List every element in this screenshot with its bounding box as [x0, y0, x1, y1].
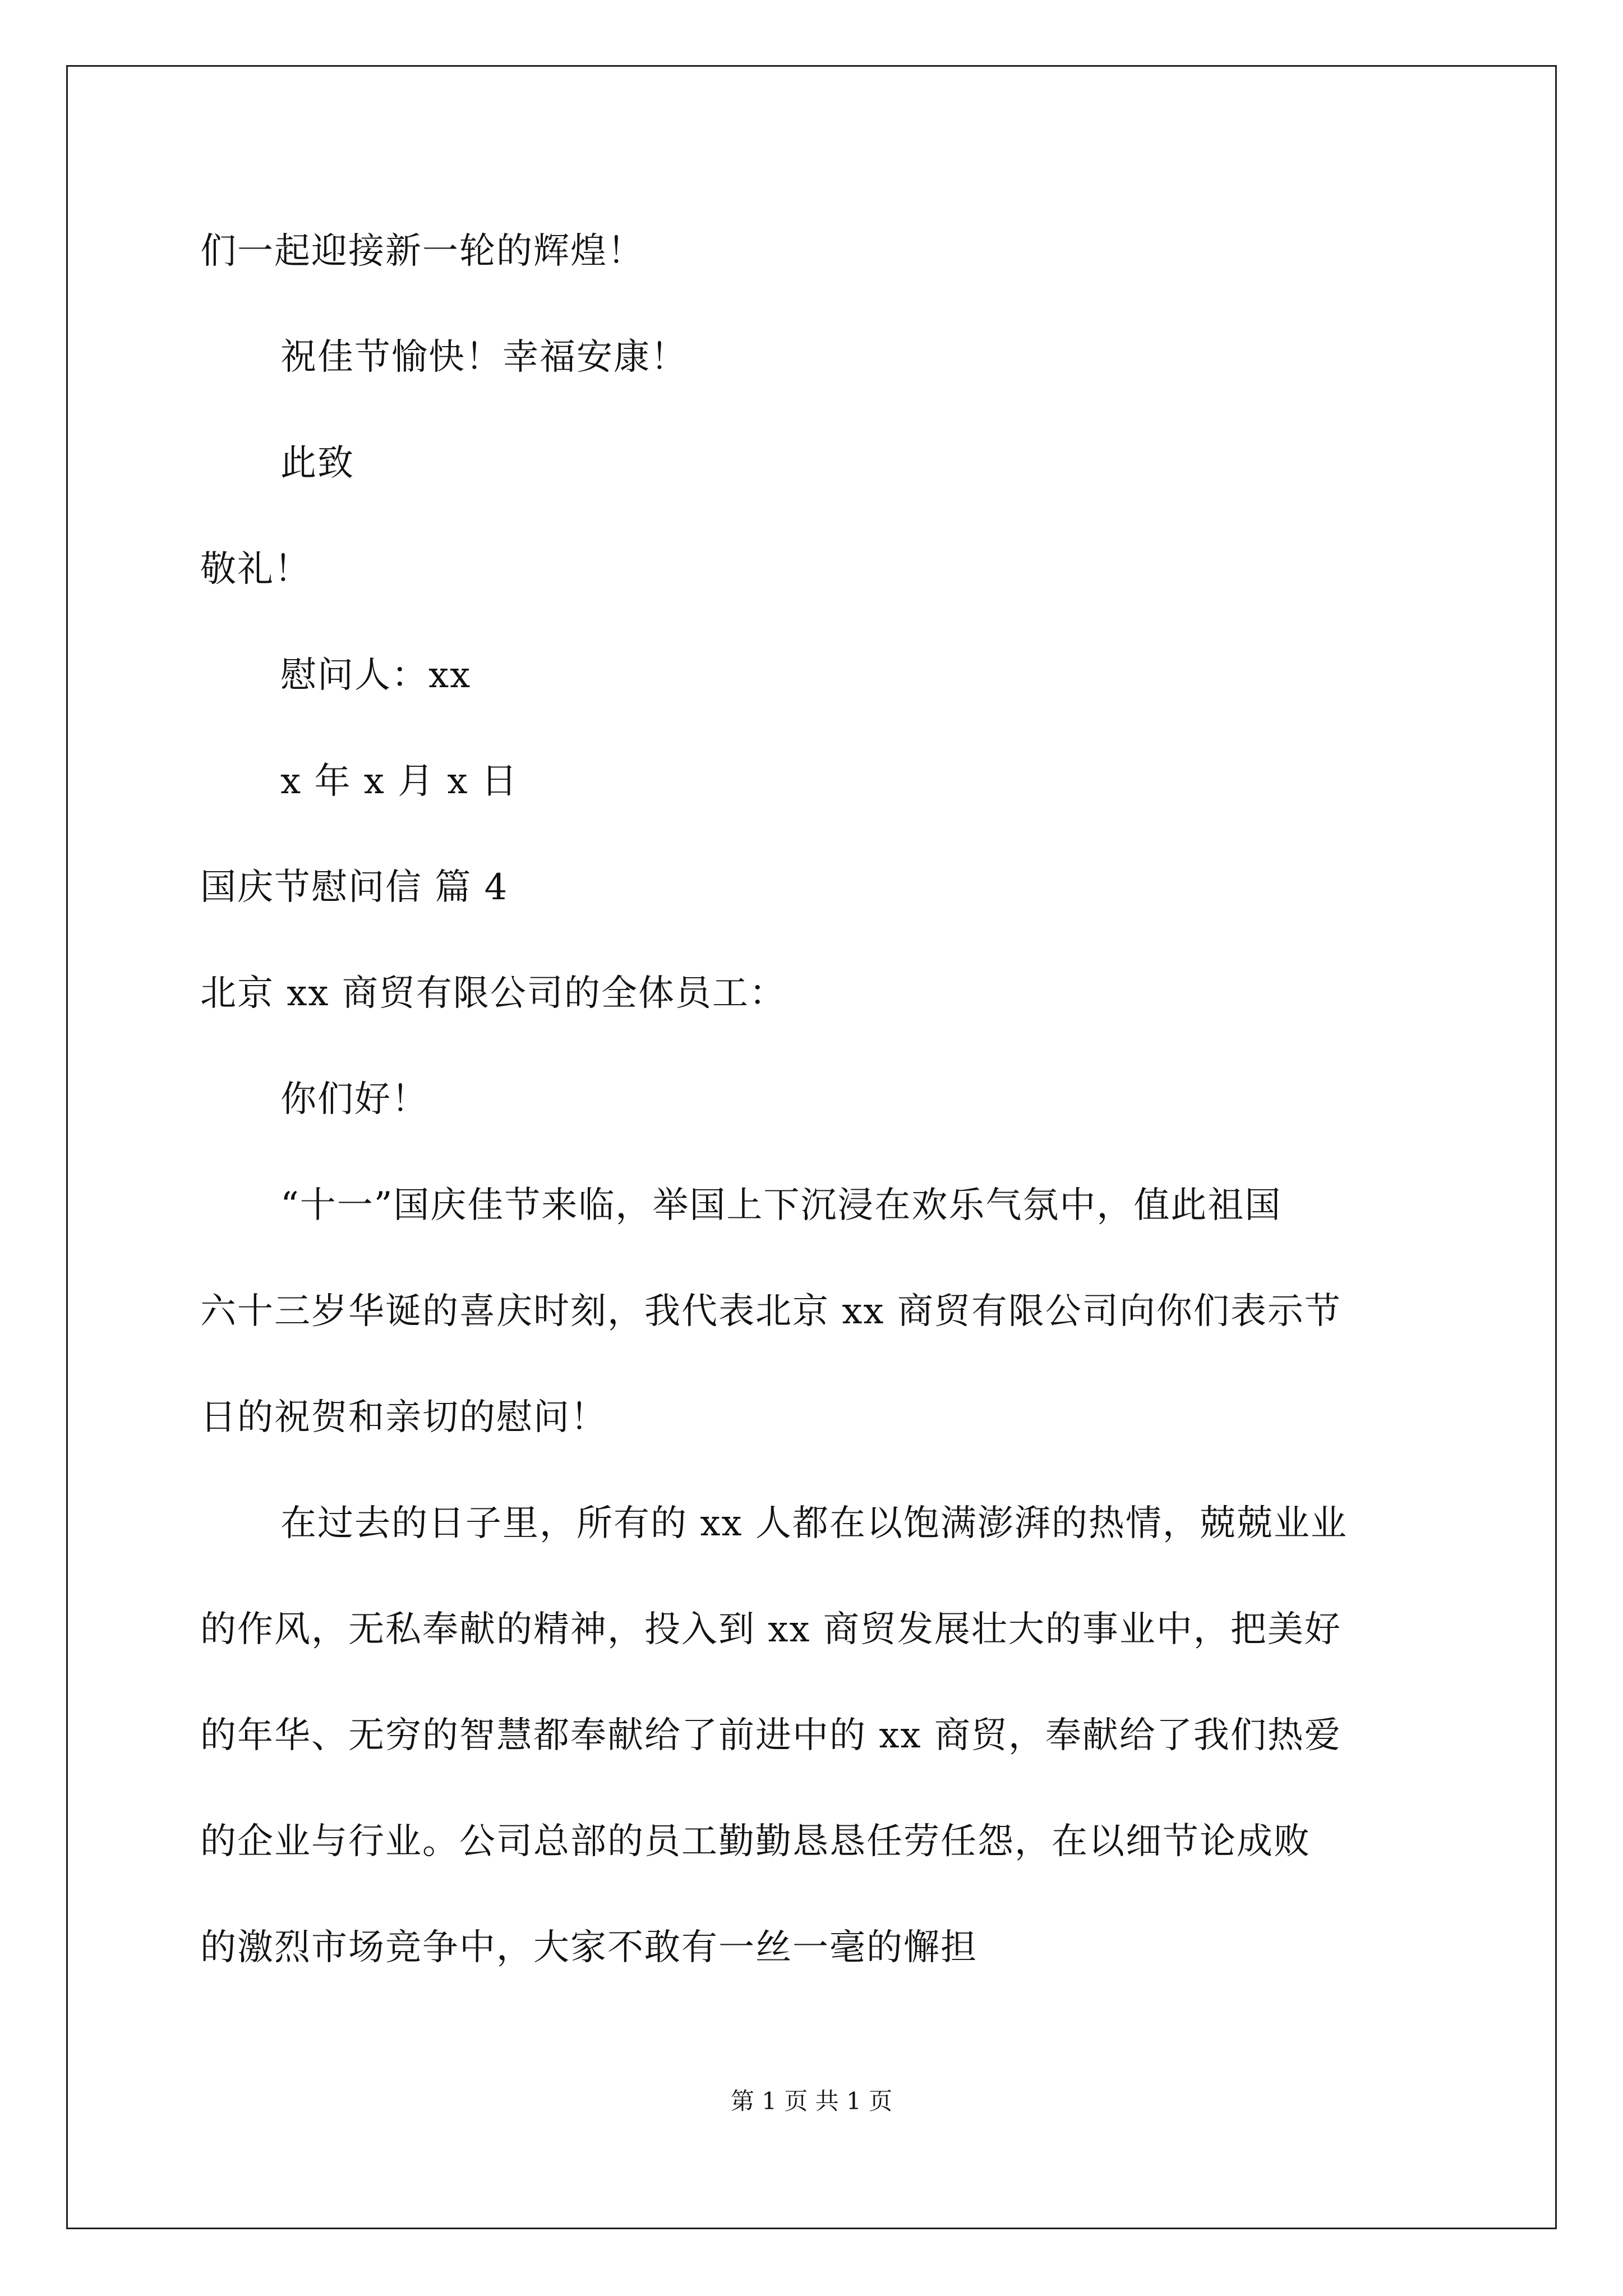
text-line-3: 此致	[280, 443, 354, 484]
text-line-1: 们一起迎接新一轮的辉煌！	[200, 231, 644, 272]
greeting: 你们好！	[280, 1079, 428, 1120]
paragraph-1-line-2: 六十三岁华诞的喜庆时刻，我代表北京 xx 商贸有限公司向你们表示节	[200, 1291, 1341, 1332]
paragraph-2-line-5: 的激烈市场竞争中，大家不敢有一丝一毫的懈担	[200, 1927, 978, 1968]
paragraph-2-line-3: 的年华、无穷的智慧都奉献给了前进中的 xx 商贸，奉献给了我们热爱	[200, 1715, 1341, 1756]
page-frame	[66, 65, 1557, 2229]
salutation: 北京 xx 商贸有限公司的全体员工：	[200, 973, 786, 1014]
section-heading: 国庆节慰问信 篇 4	[200, 867, 509, 908]
paragraph-1-line-3: 日的祝贺和亲切的慰问！	[200, 1397, 607, 1438]
paragraph-1-line-1: “十一”国庆佳节来临，举国上下沉浸在欢乐气氛中，值此祖国	[280, 1185, 1282, 1226]
paragraph-2-line-1: 在过去的日子里，所有的 xx 人都在以饱满澎湃的热情，兢兢业业	[280, 1503, 1348, 1544]
text-line-5: 慰问人：xx	[280, 655, 472, 696]
text-line-2: 祝佳节愉快！幸福安康！	[280, 337, 688, 378]
text-line-6: x 年 x 月 x 日	[280, 761, 518, 802]
text-line-4: 敬礼！	[200, 549, 311, 590]
paragraph-2-line-2: 的作风，无私奉献的精神，投入到 xx 商贸发展壮大的事业中，把美好	[200, 1609, 1341, 1650]
paragraph-2-line-4: 的企业与行业。公司总部的员工勤勤恳恳任劳任怨，在以细节论成败	[200, 1821, 1311, 1862]
page-footer: 第 1 页 共 1 页	[730, 2087, 893, 2115]
